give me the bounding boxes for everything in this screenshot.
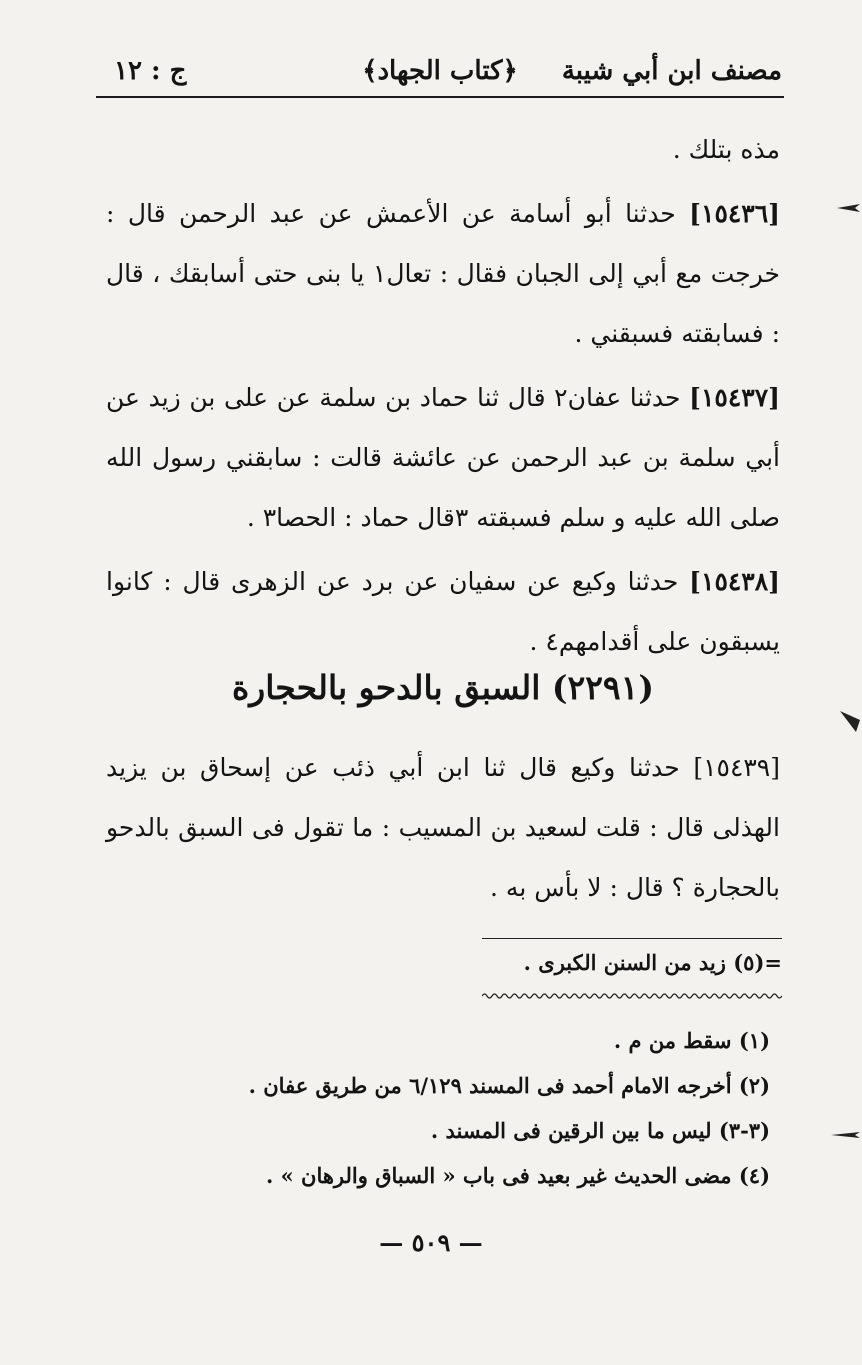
margin-arrow-icon <box>830 1128 862 1142</box>
hadith-number: [١٥٤٣٨] <box>689 567 780 596</box>
hadith-text: حدثنا أبو أسامة عن الأعمش عن عبد الرحمن قال : خرجت مع أبي إلى الجبان فقال : تعال١ يا بنى حتى أسابقك ، قال : فسابقته فسبقني . <box>106 199 780 348</box>
footnote: (٤) مضى الحديث غير بعيد فى باب « السباق والرهان » . <box>265 1163 770 1188</box>
running-header <box>96 50 784 98</box>
hadith-paragraph <box>106 552 780 672</box>
margin-arrow-icon <box>836 200 862 216</box>
page-number: — ٥٠٩ — <box>379 1228 483 1257</box>
hadith-text: حدثنا وكيع قال ثنا ابن أبي ذئب عن إسحاق بن يزيد الهذلى قال : قلت لسعيد بن المسيب : ما تقول فى السبق بالدحو بالحجارة ؟ قال : لا بأس به . <box>106 753 780 902</box>
footnote-continuation: =(٥) زيد من السنن الكبرى . <box>523 950 782 975</box>
section-heading: (٢٢٩١) السبق بالدحو بالحجارة <box>232 668 654 707</box>
hadith-paragraph <box>106 738 780 918</box>
footnote: (١) سقط من م . <box>613 1028 770 1053</box>
main-text-continued <box>106 738 780 918</box>
margin-arrow-icon <box>838 708 862 734</box>
footnote: (٣-٣) ليس ما بين الرقين فى المسند . <box>430 1118 770 1143</box>
footnote-divider <box>482 938 782 939</box>
hadith-paragraph <box>106 184 780 364</box>
hadith-number: [١٥٤٣٧] <box>689 383 780 412</box>
paragraph-text: مذه بتلك . <box>672 135 780 164</box>
volume-number: ج : ١٢ <box>114 56 187 86</box>
chapter-title: ﴿كتاب الجهاد﴾ <box>362 56 518 86</box>
book-title: مصنف ابن أبي شيبة <box>561 56 782 86</box>
hadith-text: حدثنا وكيع عن سفيان عن برد عن الزهرى قال : كانوا يسبقون على أقدامهم٤ . <box>106 567 780 656</box>
paragraph <box>106 120 780 180</box>
main-text <box>106 120 780 676</box>
footnotes <box>240 1018 770 1198</box>
wavy-divider <box>482 992 782 1000</box>
footnote: (٢) أخرجه الامام أحمد فى المسند ٦/١٢٩ من طريق عفان . <box>248 1073 770 1098</box>
hadith-number: [١٥٤٣٦] <box>689 199 780 228</box>
hadith-text: حدثنا عفان٢ قال ثنا حماد بن سلمة عن على بن زيد عن أبي سلمة بن عبد الرحمن عن عائشة قالت : سابقني رسول الله صلى الله عليه و سلم فسبقته ٣قال حماد : الحصا٣ . <box>106 383 781 532</box>
hadith-number: [١٥٤٣٩] <box>693 753 780 782</box>
hadith-paragraph <box>106 368 780 548</box>
